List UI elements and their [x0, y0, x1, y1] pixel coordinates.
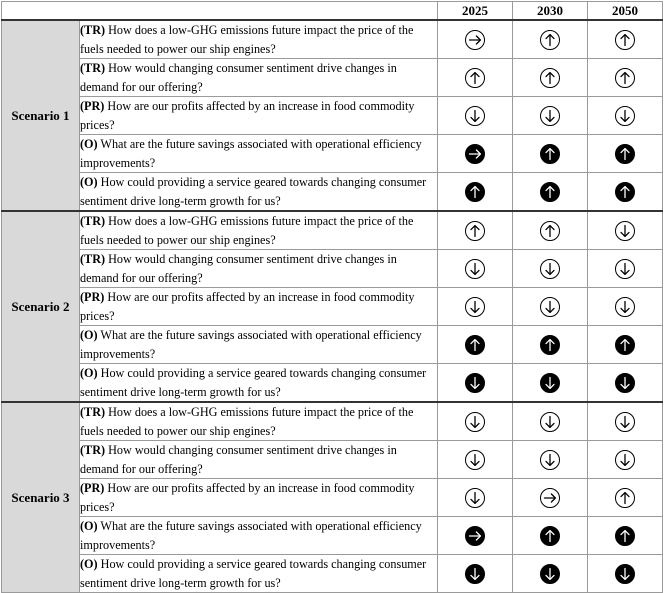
trend-cell: [588, 364, 663, 403]
trend-cell: [588, 211, 663, 250]
trend-cell: [438, 20, 513, 59]
trend-cell: [438, 250, 513, 288]
question-tag: (TR): [80, 61, 106, 75]
trend-cell: [588, 20, 663, 59]
trend-cell: [513, 97, 588, 135]
header-corner: [2, 2, 438, 21]
trend-cell: [513, 517, 588, 555]
arrow-up-filled-icon: [614, 181, 636, 203]
trend-cell: [588, 135, 663, 173]
arrow-right-filled-icon: [464, 143, 486, 165]
arrow-up-outline-icon: [464, 67, 486, 89]
table-row: [2, 59, 663, 97]
question-cell: [80, 173, 438, 212]
question-text: How would changing consumer sentiment drive changes in demand for our offering?: [80, 443, 397, 476]
question-tag: (O): [80, 137, 98, 151]
scenario-label: Scenario 3: [2, 402, 80, 593]
question-cell: [80, 211, 438, 250]
question-tag: (TR): [80, 23, 106, 37]
arrow-right-outline-icon: [539, 487, 561, 509]
trend-cell: [588, 173, 663, 212]
question-tag: (PR): [80, 290, 105, 304]
arrow-right-outline-icon: [464, 29, 486, 51]
trend-cell: [588, 402, 663, 441]
trend-cell: [438, 364, 513, 403]
question-tag: (TR): [80, 214, 106, 228]
arrow-down-filled-icon: [464, 372, 486, 394]
table-row: [2, 135, 663, 173]
trend-cell: [438, 441, 513, 479]
question-text: What are the future savings associated with operational efficiency improvements?: [80, 519, 422, 552]
table-row: [2, 97, 663, 135]
trend-cell: [513, 288, 588, 326]
question-cell: [80, 555, 438, 593]
arrow-down-outline-icon: [464, 411, 486, 433]
question-cell: [80, 326, 438, 364]
trend-cell: [513, 135, 588, 173]
scenario-table: [1, 1, 663, 593]
table-row: [2, 402, 663, 441]
trend-cell: [438, 326, 513, 364]
table-row: [2, 517, 663, 555]
trend-cell: [438, 59, 513, 97]
arrow-down-filled-icon: [539, 372, 561, 394]
arrow-down-filled-icon: [614, 563, 636, 585]
arrow-up-outline-icon: [539, 220, 561, 242]
question-text: How are our profits affected by an increase in food commodity prices?: [80, 290, 415, 323]
arrow-up-filled-icon: [464, 334, 486, 356]
arrow-up-filled-icon: [614, 143, 636, 165]
question-tag: (O): [80, 366, 98, 380]
trend-cell: [588, 517, 663, 555]
arrow-down-outline-icon: [464, 258, 486, 280]
arrow-up-outline-icon: [464, 220, 486, 242]
question-cell: [80, 479, 438, 517]
trend-cell: [513, 173, 588, 212]
question-text: How could providing a service geared towards changing consumer sentiment drive long-term growth for us?: [80, 557, 427, 590]
question-cell: [80, 441, 438, 479]
question-text: How are our profits affected by an increase in food commodity prices?: [80, 481, 415, 514]
arrow-down-outline-icon: [539, 411, 561, 433]
table-row: [2, 288, 663, 326]
trend-cell: [438, 211, 513, 250]
question-cell: [80, 59, 438, 97]
table-row: [2, 364, 663, 403]
trend-cell: [588, 441, 663, 479]
year-header: 2030: [513, 2, 588, 21]
arrow-up-outline-icon: [614, 67, 636, 89]
trend-cell: [588, 97, 663, 135]
table-body: [2, 20, 663, 593]
trend-cell: [588, 59, 663, 97]
question-text: How does a low-GHG emissions future impact the price of the fuels needed to power our ship engines?: [80, 23, 414, 56]
trend-cell: [513, 59, 588, 97]
question-text: How are our profits affected by an increase in food commodity prices?: [80, 99, 415, 132]
table-row: [2, 555, 663, 593]
question-cell: [80, 250, 438, 288]
table-row: [2, 326, 663, 364]
question-tag: (O): [80, 175, 98, 189]
arrow-down-outline-icon: [614, 220, 636, 242]
arrow-down-outline-icon: [614, 449, 636, 471]
trend-cell: [588, 479, 663, 517]
arrow-up-outline-icon: [539, 67, 561, 89]
arrow-up-outline-icon: [539, 29, 561, 51]
question-tag: (O): [80, 557, 98, 571]
trend-cell: [513, 250, 588, 288]
trend-cell: [588, 288, 663, 326]
trend-cell: [513, 20, 588, 59]
arrow-up-filled-icon: [539, 525, 561, 547]
trend-cell: [513, 441, 588, 479]
header-row: [2, 2, 663, 21]
arrow-up-filled-icon: [539, 181, 561, 203]
trend-cell: [513, 326, 588, 364]
question-text: What are the future savings associated with operational efficiency improvements?: [80, 137, 422, 170]
arrow-up-outline-icon: [614, 29, 636, 51]
table-row: [2, 250, 663, 288]
trend-cell: [513, 555, 588, 593]
arrow-up-filled-icon: [539, 143, 561, 165]
question-text: How could providing a service geared towards changing consumer sentiment drive long-term growth for us?: [80, 366, 427, 399]
arrow-down-filled-icon: [539, 563, 561, 585]
question-text: How would changing consumer sentiment drive changes in demand for our offering?: [80, 252, 397, 285]
trend-cell: [513, 479, 588, 517]
trend-cell: [588, 555, 663, 593]
question-cell: [80, 288, 438, 326]
table-row: [2, 479, 663, 517]
question-cell: [80, 135, 438, 173]
question-tag: (TR): [80, 252, 106, 266]
arrow-down-outline-icon: [614, 296, 636, 318]
question-tag: (O): [80, 519, 98, 533]
question-text: How would changing consumer sentiment drive changes in demand for our offering?: [80, 61, 397, 94]
arrow-down-outline-icon: [464, 105, 486, 127]
question-text: How does a low-GHG emissions future impact the price of the fuels needed to power our ship engines?: [80, 214, 414, 247]
arrow-down-outline-icon: [539, 296, 561, 318]
trend-cell: [588, 250, 663, 288]
question-cell: [80, 20, 438, 59]
trend-cell: [438, 402, 513, 441]
question-tag: (TR): [80, 405, 106, 419]
trend-cell: [438, 517, 513, 555]
question-cell: [80, 402, 438, 441]
arrow-down-outline-icon: [614, 411, 636, 433]
question-tag: (PR): [80, 99, 105, 113]
table-row: [2, 211, 663, 250]
question-tag: (TR): [80, 443, 106, 457]
trend-cell: [438, 479, 513, 517]
arrow-up-filled-icon: [464, 181, 486, 203]
question-text: How does a low-GHG emissions future impact the price of the fuels needed to power our ship engines?: [80, 405, 414, 438]
table-row: [2, 20, 663, 59]
scenario-label: Scenario 2: [2, 211, 80, 402]
arrow-down-filled-icon: [464, 563, 486, 585]
trend-cell: [588, 326, 663, 364]
trend-cell: [438, 555, 513, 593]
year-header: 2050: [588, 2, 663, 21]
year-header: 2025: [438, 2, 513, 21]
arrow-down-outline-icon: [539, 105, 561, 127]
arrow-down-outline-icon: [614, 105, 636, 127]
arrow-down-outline-icon: [614, 258, 636, 280]
arrow-down-outline-icon: [539, 258, 561, 280]
table-row: [2, 441, 663, 479]
trend-cell: [513, 211, 588, 250]
question-cell: [80, 364, 438, 403]
question-cell: [80, 517, 438, 555]
table-row: [2, 173, 663, 212]
arrow-down-outline-icon: [464, 296, 486, 318]
scenario-label: Scenario 1: [2, 20, 80, 211]
question-text: What are the future savings associated with operational efficiency improvements?: [80, 328, 422, 361]
arrow-right-filled-icon: [464, 525, 486, 547]
question-text: How could providing a service geared towards changing consumer sentiment drive long-term growth for us?: [80, 175, 427, 208]
question-tag: (O): [80, 328, 98, 342]
arrow-down-filled-icon: [614, 372, 636, 394]
arrow-up-outline-icon: [614, 487, 636, 509]
trend-cell: [438, 135, 513, 173]
trend-cell: [513, 364, 588, 403]
trend-cell: [513, 402, 588, 441]
question-cell: [80, 97, 438, 135]
trend-cell: [438, 97, 513, 135]
arrow-down-outline-icon: [464, 487, 486, 509]
trend-cell: [438, 288, 513, 326]
arrow-down-outline-icon: [539, 449, 561, 471]
question-tag: (PR): [80, 481, 105, 495]
arrow-up-filled-icon: [614, 525, 636, 547]
arrow-up-filled-icon: [614, 334, 636, 356]
arrow-up-filled-icon: [539, 334, 561, 356]
arrow-down-outline-icon: [464, 449, 486, 471]
trend-cell: [438, 173, 513, 212]
